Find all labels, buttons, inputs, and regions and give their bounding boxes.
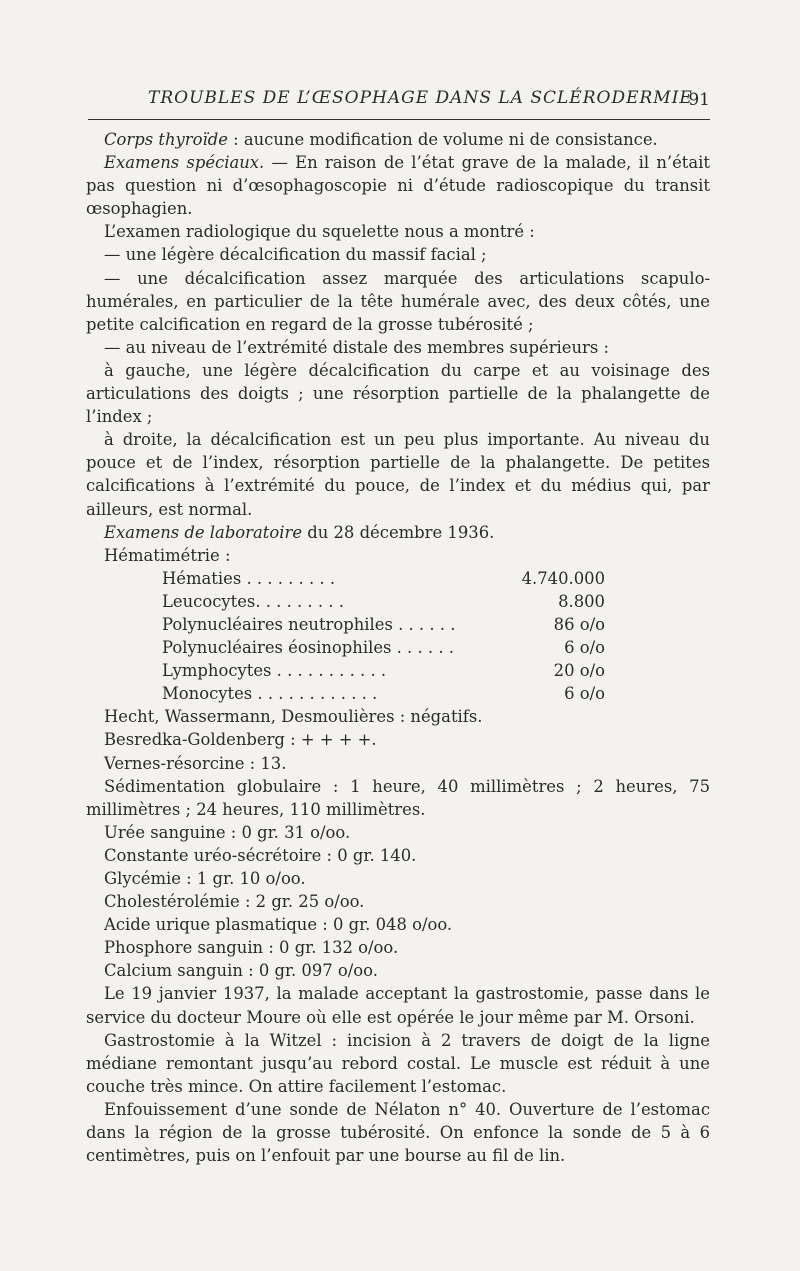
thyroid-label: Corps thyroïde <box>104 130 228 149</box>
table-row: Leucocytes. . . . . . . . . 8.800 <box>162 591 605 611</box>
paragraph-hematimetry: Hématimétrie : <box>104 545 231 565</box>
running-title: TROUBLES DE L’ŒSOPHAGE DANS LA SCLÉRODERMIE <box>148 88 693 108</box>
hematimetry-table <box>86 567 710 706</box>
paragraph-witzel: Gastrostomie à la Witzel : incision à 2 travers de doigt de la ligne médiane remontant jusqu’au rebord costal. Le muscle est réduit à une couche très mince. On attire facilement l’estomac. <box>86 1030 710 1096</box>
result-line: Vernes-résorcine : 13. <box>104 753 287 773</box>
table-row: Lymphocytes . . . . . . . . . . . 20 o/o <box>162 661 605 681</box>
result-line: Sédimentation globulaire : 1 heure, 40 millimètres ; 2 heures, 75 millimètres ; 24 heures, 110 millimètres. <box>86 776 710 819</box>
paragraph-upper-limbs: — au niveau de l’extrémité distale des membres supérieurs : <box>104 337 610 357</box>
result-line: Glycémie : 1 gr. 10 o/oo. <box>104 869 306 888</box>
paragraph-nelaton: Enfouissement d’une sonde de Nélaton n° 40. Ouverture de l’estomac dans la région de la grosse tubérosité. On enfonce la sonde de 5 à 6 centimètres, puis on l’enfouit par une bourse au fil de lin. <box>86 1099 710 1166</box>
paragraph-left: à gauche, une légère décalcification du carpe et au voisinage des articulations des doigts ; une résorption partielle de la phalangette de l’index ; <box>86 360 710 427</box>
paragraph-thyroid: Corps thyroïde : aucune modification de volume ni de consistance. <box>104 130 658 149</box>
result-line: Acide urique plasmatique : 0 gr. 048 o/oo. <box>104 915 453 935</box>
table-row: Hématies . . . . . . . . . 4.740.000 <box>162 568 605 588</box>
result-line: Phosphore sanguin : 0 gr. 132 o/oo. <box>104 938 399 958</box>
result-line: Hecht, Wassermann, Desmoulières : négatifs. <box>104 707 483 727</box>
header-rule <box>88 119 710 120</box>
paragraph-radiology: L’examen radiologique du squelette nous a montré : <box>104 222 535 242</box>
table-row: Monocytes . . . . . . . . . . . . 6 o/o <box>162 684 605 704</box>
page-number: 91 <box>688 90 710 110</box>
result-line: Besredka-Goldenberg : + + + +. <box>104 730 377 750</box>
table-row: Polynucléaires neutrophiles . . . . . . 86 o/o <box>162 614 605 634</box>
lab-exams-label: Examens de laboratoire <box>104 522 303 542</box>
result-line: Calcium sanguin : 0 gr. 097 o/oo. <box>104 961 378 981</box>
result-line: Cholestérolémie : 2 gr. 25 o/oo. <box>104 892 365 912</box>
paragraph-gastrostomy-decision: Le 19 janvier 1937, la malade acceptant la gastrostomie, passe dans le service du docteur Moure où elle est opérée le jour même par M. Orsoni. <box>86 984 710 1027</box>
special-exams-label: Examens spéciaux. <box>104 153 265 173</box>
paragraph-lab-exams: Examens de laboratoire du 28 décembre 1936. <box>104 522 495 542</box>
paragraph-special-exams: Examens spéciaux. — En raison de l’état grave de la malade, il n’était pas question ni d’œsophagoscopie ni d’étude radioscopique du transit œsophagien. <box>86 153 710 219</box>
paragraph-scapulo: — une décalcification assez marquée des articulations scapulo-humérales, en particulier de la tête humérale avec, des deux côtés, une petite calcification en regard de la grosse tubérosité ; <box>86 268 710 334</box>
paragraph-right: à droite, la décalcification est un peu plus importante. Au niveau du pouce et de l’index, résorption partielle de la phalangette. De petites calcifications à l’extrémité du pouce, de l’index et du médius qui, par ailleurs, est normal. <box>86 430 710 519</box>
result-line: Constante uréo-sécrétoire : 0 gr. 140. <box>104 845 417 865</box>
body-text <box>86 128 710 1167</box>
page-header <box>88 88 710 112</box>
table-row: Polynucléaires éosinophiles . . . . . . 6 o/o <box>162 638 605 658</box>
result-line: Urée sanguine : 0 gr. 31 o/oo. <box>104 822 351 842</box>
paragraph-facial: — une légère décalcification du massif facial ; <box>104 245 487 265</box>
